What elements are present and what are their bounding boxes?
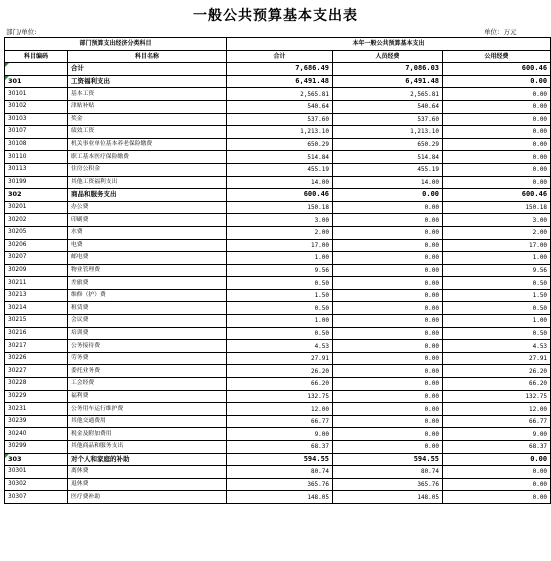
- table-row: [5, 478, 551, 491]
- table-row: [5, 403, 551, 416]
- name-cell: 绩效工资: [68, 126, 227, 139]
- personnel-cell: 7,086.03: [333, 63, 443, 76]
- code-cell: 30201: [5, 201, 68, 214]
- public-cell: 0.00: [443, 163, 551, 176]
- name-cell: 其他商品和服务支出: [68, 441, 227, 454]
- name-cell: 公务接待费: [68, 340, 227, 353]
- personnel-cell: 594.55: [333, 453, 443, 466]
- public-cell: 27.91: [443, 352, 551, 365]
- public-cell: 17.00: [443, 239, 551, 252]
- personnel-cell: 0.00: [333, 189, 443, 202]
- table-row: [5, 176, 551, 189]
- public-cell: 0.50: [443, 327, 551, 340]
- total-cell: 0.50: [227, 277, 333, 290]
- code-cell: 302: [5, 189, 68, 202]
- personnel-cell: 0.00: [333, 239, 443, 252]
- public-cell: 1.50: [443, 289, 551, 302]
- personnel-cell: 0.00: [333, 252, 443, 265]
- public-cell: 0.00: [443, 88, 551, 101]
- table-row: [5, 327, 551, 340]
- code-cell: 30301: [5, 466, 68, 479]
- table-row: [5, 491, 551, 504]
- personnel-cell: 0.00: [333, 403, 443, 416]
- personnel-cell: 2,565.81: [333, 88, 443, 101]
- total-cell: 6,491.48: [227, 75, 333, 88]
- personnel-cell: 0.00: [333, 365, 443, 378]
- name-cell: 合计: [68, 63, 227, 76]
- total-cell: 26.20: [227, 365, 333, 378]
- public-cell: 1.00: [443, 252, 551, 265]
- public-cell: 0.50: [443, 277, 551, 290]
- total-cell: 1.00: [227, 252, 333, 265]
- code-cell: 30307: [5, 491, 68, 504]
- total-cell: 9.00: [227, 428, 333, 441]
- code-cell: 30102: [5, 100, 68, 113]
- personnel-cell: 0.00: [333, 289, 443, 302]
- total-cell: 365.76: [227, 478, 333, 491]
- name-cell: 租赁费: [68, 302, 227, 315]
- code-cell: 30213: [5, 289, 68, 302]
- name-cell: 印刷费: [68, 214, 227, 227]
- total-cell: 594.55: [227, 453, 333, 466]
- table-row: [5, 214, 551, 227]
- table-row: [5, 441, 551, 454]
- personnel-cell: 6,491.48: [333, 75, 443, 88]
- code-cell: 30239: [5, 415, 68, 428]
- personnel-cell: 537.60: [333, 113, 443, 126]
- name-cell: 会议费: [68, 315, 227, 328]
- public-cell: 9.00: [443, 428, 551, 441]
- total-cell: 132.75: [227, 390, 333, 403]
- public-cell: 2.00: [443, 226, 551, 239]
- budget-table: [4, 37, 551, 504]
- code-cell: 30302: [5, 478, 68, 491]
- table-row: [5, 277, 551, 290]
- code-cell: 30202: [5, 214, 68, 227]
- code-cell: 30229: [5, 390, 68, 403]
- name-cell: 奖金: [68, 113, 227, 126]
- total-cell: 1,213.10: [227, 126, 333, 139]
- table-row: [5, 126, 551, 139]
- name-cell: 差旅费: [68, 277, 227, 290]
- name-cell: 劳务费: [68, 352, 227, 365]
- public-cell: 132.75: [443, 390, 551, 403]
- table-row: [5, 63, 551, 76]
- header-personnel: 人员经费: [333, 50, 443, 63]
- table-row: [5, 302, 551, 315]
- code-cell: 301: [5, 75, 68, 88]
- total-cell: 4.53: [227, 340, 333, 353]
- code-cell: 30101: [5, 88, 68, 101]
- total-cell: 600.46: [227, 189, 333, 202]
- code-cell: 30206: [5, 239, 68, 252]
- unit-label: 单位：万元: [484, 28, 517, 36]
- code-cell: 30211: [5, 277, 68, 290]
- code-cell: 30205: [5, 226, 68, 239]
- total-cell: 150.18: [227, 201, 333, 214]
- code-cell: 30226: [5, 352, 68, 365]
- name-cell: 维修（护）费: [68, 289, 227, 302]
- code-cell: 30110: [5, 151, 68, 164]
- public-cell: 0.00: [443, 75, 551, 88]
- personnel-cell: 0.00: [333, 428, 443, 441]
- name-cell: 退休费: [68, 478, 227, 491]
- public-cell: 4.53: [443, 340, 551, 353]
- name-cell: 培训费: [68, 327, 227, 340]
- public-cell: 66.77: [443, 415, 551, 428]
- code-cell: 30299: [5, 441, 68, 454]
- total-cell: 12.00: [227, 403, 333, 416]
- table-row: [5, 239, 551, 252]
- total-cell: 540.64: [227, 100, 333, 113]
- code-cell: 30103: [5, 113, 68, 126]
- total-cell: 7,686.49: [227, 63, 333, 76]
- table-row: [5, 113, 551, 126]
- page-title: 一般公共预算基本支出表: [193, 8, 358, 24]
- personnel-cell: 0.00: [333, 214, 443, 227]
- public-cell: 0.00: [443, 176, 551, 189]
- total-cell: 68.37: [227, 441, 333, 454]
- code-cell: 30199: [5, 176, 68, 189]
- name-cell: 离休费: [68, 466, 227, 479]
- name-cell: 其他交通费用: [68, 415, 227, 428]
- code-cell: 30207: [5, 252, 68, 265]
- public-cell: 26.20: [443, 365, 551, 378]
- table-row: [5, 352, 551, 365]
- public-cell: 150.18: [443, 201, 551, 214]
- table-row: [5, 365, 551, 378]
- name-cell: 商品和服务支出: [68, 189, 227, 202]
- name-cell: 物业管理费: [68, 264, 227, 277]
- total-cell: 537.60: [227, 113, 333, 126]
- personnel-cell: 540.64: [333, 100, 443, 113]
- header-row: [5, 50, 551, 63]
- personnel-cell: 0.00: [333, 315, 443, 328]
- total-cell: 17.00: [227, 239, 333, 252]
- public-cell: 68.37: [443, 441, 551, 454]
- personnel-cell: 514.84: [333, 151, 443, 164]
- personnel-cell: 80.74: [333, 466, 443, 479]
- personnel-cell: 14.00: [333, 176, 443, 189]
- personnel-cell: 0.00: [333, 264, 443, 277]
- table-row: [5, 226, 551, 239]
- personnel-cell: 0.00: [333, 378, 443, 391]
- name-cell: 职工基本医疗保险缴费: [68, 151, 227, 164]
- public-cell: 0.00: [443, 453, 551, 466]
- name-cell: 电费: [68, 239, 227, 252]
- name-cell: 医疗费补助: [68, 491, 227, 504]
- personnel-cell: 455.19: [333, 163, 443, 176]
- table-row: [5, 289, 551, 302]
- code-cell: [5, 63, 68, 76]
- table-row: [5, 189, 551, 202]
- table-row: [5, 390, 551, 403]
- total-cell: 1.00: [227, 315, 333, 328]
- name-cell: 福利费: [68, 390, 227, 403]
- code-cell: 30214: [5, 302, 68, 315]
- public-cell: 1.00: [443, 315, 551, 328]
- header-group-classification: 部门预算支出经济分类科目: [5, 38, 227, 51]
- table-row: [5, 75, 551, 88]
- personnel-cell: 0.00: [333, 327, 443, 340]
- total-cell: 66.20: [227, 378, 333, 391]
- total-cell: 66.77: [227, 415, 333, 428]
- public-cell: 0.00: [443, 491, 551, 504]
- code-cell: 303: [5, 453, 68, 466]
- header-name: 科目名称: [68, 50, 227, 63]
- total-cell: 1.50: [227, 289, 333, 302]
- total-cell: 0.50: [227, 327, 333, 340]
- public-cell: 600.46: [443, 63, 551, 76]
- code-cell: 30228: [5, 378, 68, 391]
- total-cell: 9.56: [227, 264, 333, 277]
- code-cell: 30216: [5, 327, 68, 340]
- code-cell: 30107: [5, 126, 68, 139]
- department-label: 部门/单位:: [6, 28, 37, 36]
- code-cell: 30215: [5, 315, 68, 328]
- code-cell: 30227: [5, 365, 68, 378]
- personnel-cell: 365.76: [333, 478, 443, 491]
- table-row: [5, 138, 551, 151]
- code-cell: 30108: [5, 138, 68, 151]
- name-cell: 机关事业单位基本养老保险缴费: [68, 138, 227, 151]
- table-row: [5, 315, 551, 328]
- public-cell: 0.00: [443, 151, 551, 164]
- total-cell: 80.74: [227, 466, 333, 479]
- table-row: [5, 466, 551, 479]
- personnel-cell: 0.00: [333, 441, 443, 454]
- name-cell: 津贴补贴: [68, 100, 227, 113]
- table-row: [5, 88, 551, 101]
- public-cell: 3.00: [443, 214, 551, 227]
- public-cell: 0.00: [443, 113, 551, 126]
- public-cell: 0.00: [443, 466, 551, 479]
- total-cell: 455.19: [227, 163, 333, 176]
- public-cell: 0.00: [443, 126, 551, 139]
- total-cell: 2.00: [227, 226, 333, 239]
- code-cell: 30240: [5, 428, 68, 441]
- public-cell: 600.46: [443, 189, 551, 202]
- code-cell: 30113: [5, 163, 68, 176]
- personnel-cell: 650.29: [333, 138, 443, 151]
- public-cell: 12.00: [443, 403, 551, 416]
- total-cell: 14.00: [227, 176, 333, 189]
- code-cell: 30209: [5, 264, 68, 277]
- total-cell: 2,565.81: [227, 88, 333, 101]
- header-group-row: [5, 38, 551, 51]
- personnel-cell: 0.00: [333, 352, 443, 365]
- public-cell: 9.56: [443, 264, 551, 277]
- header-public: 公用经费: [443, 50, 551, 63]
- name-cell: 对个人和家庭的补助: [68, 453, 227, 466]
- public-cell: 0.00: [443, 478, 551, 491]
- personnel-cell: 0.00: [333, 415, 443, 428]
- personnel-cell: 0.00: [333, 201, 443, 214]
- header-total: 合计: [227, 50, 333, 63]
- table-row: [5, 453, 551, 466]
- table-row: [5, 252, 551, 265]
- name-cell: 水费: [68, 226, 227, 239]
- personnel-cell: 0.00: [333, 340, 443, 353]
- total-cell: 0.50: [227, 302, 333, 315]
- name-cell: 税金及附加费用: [68, 428, 227, 441]
- table-row: [5, 163, 551, 176]
- header-group-basic-expenditure: 本年一般公共预算基本支出: [227, 38, 551, 51]
- personnel-cell: 0.00: [333, 277, 443, 290]
- table-row: [5, 264, 551, 277]
- header-code: 科目编码: [5, 50, 68, 63]
- table-row: [5, 415, 551, 428]
- table-row: [5, 428, 551, 441]
- name-cell: 工会经费: [68, 378, 227, 391]
- public-cell: 66.20: [443, 378, 551, 391]
- name-cell: 其他工资福利支出: [68, 176, 227, 189]
- table-row: [5, 100, 551, 113]
- total-cell: 650.29: [227, 138, 333, 151]
- name-cell: 基本工资: [68, 88, 227, 101]
- public-cell: 0.50: [443, 302, 551, 315]
- name-cell: 工资福利支出: [68, 75, 227, 88]
- code-cell: 30217: [5, 340, 68, 353]
- total-cell: 3.00: [227, 214, 333, 227]
- personnel-cell: 1,213.10: [333, 126, 443, 139]
- total-cell: 148.05: [227, 491, 333, 504]
- personnel-cell: 0.00: [333, 302, 443, 315]
- personnel-cell: 0.00: [333, 390, 443, 403]
- name-cell: 委托业务费: [68, 365, 227, 378]
- table-row: [5, 151, 551, 164]
- personnel-cell: 0.00: [333, 226, 443, 239]
- public-cell: 0.00: [443, 100, 551, 113]
- code-cell: 30231: [5, 403, 68, 416]
- name-cell: 邮电费: [68, 252, 227, 265]
- table-row: [5, 378, 551, 391]
- name-cell: 公务用车运行维护费: [68, 403, 227, 416]
- total-cell: 27.91: [227, 352, 333, 365]
- total-cell: 514.84: [227, 151, 333, 164]
- name-cell: 住房公积金: [68, 163, 227, 176]
- table-row: [5, 340, 551, 353]
- name-cell: 办公费: [68, 201, 227, 214]
- table-row: [5, 201, 551, 214]
- personnel-cell: 148.05: [333, 491, 443, 504]
- public-cell: 0.00: [443, 138, 551, 151]
